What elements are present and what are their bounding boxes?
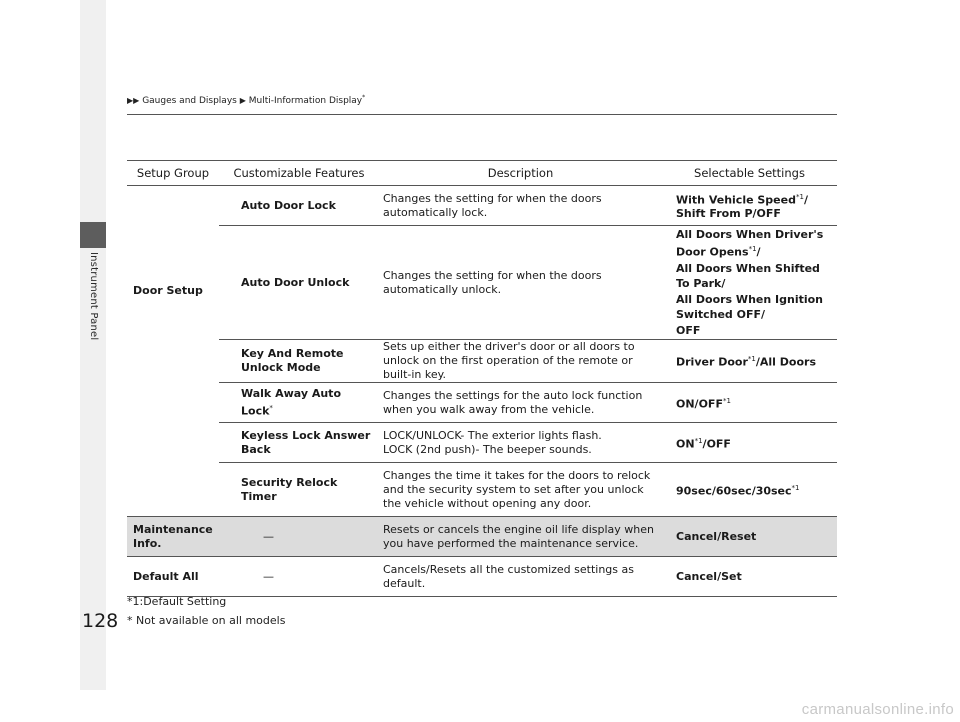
breadcrumb-level2[interactable]: Multi-Information Display bbox=[248, 96, 363, 106]
table-row bbox=[127, 517, 837, 557]
col-header-settings: Selectable Settings bbox=[662, 161, 837, 186]
feature-dash: — bbox=[219, 557, 379, 597]
footnote-default-setting: *1:Default Setting bbox=[127, 595, 227, 608]
settings-cell: With Vehicle Speed$^{*1}$/ Shift From P/OFF bbox=[662, 186, 837, 226]
col-header-description: Description bbox=[379, 161, 662, 186]
settings-cell: ON$^{*1}$/OFF bbox=[662, 423, 837, 463]
table-row bbox=[127, 186, 837, 226]
col-header-setup-group: Setup Group bbox=[127, 161, 219, 186]
feature-key-remote-unlock: Key And Remote Unlock Mode bbox=[219, 340, 379, 383]
description-cell: Cancels/Resets all the customized settings as default. bbox=[379, 557, 662, 597]
table-row bbox=[127, 423, 837, 463]
settings-cell: Driver Door$^{*1}$/All Doors bbox=[662, 340, 837, 383]
side-tab-marker bbox=[80, 222, 106, 248]
settings-cell: Cancel/Reset bbox=[662, 517, 837, 557]
header-rule bbox=[127, 114, 837, 115]
col-header-features: Customizable Features bbox=[219, 161, 379, 186]
table-row bbox=[127, 383, 837, 423]
settings-cell: All Doors When Driver's Door Opens$^{*1}$/ All Doors When Shifted To Park/ All Doors When Ignition Switched OFF/ OFF bbox=[662, 226, 837, 340]
breadcrumb bbox=[127, 94, 365, 106]
table-header-row bbox=[127, 161, 837, 186]
breadcrumb-level1[interactable]: Gauges and Displays bbox=[142, 96, 237, 106]
group-door-setup: Door Setup bbox=[127, 186, 219, 517]
settings-cell: ON/OFF$^{*1}$ bbox=[662, 383, 837, 423]
side-tab-label: Instrument Panel bbox=[88, 252, 99, 341]
group-maintenance-info: Maintenance Info. bbox=[127, 517, 219, 557]
description-cell: Changes the setting for when the doors automatically unlock. bbox=[379, 226, 662, 340]
table-row bbox=[127, 557, 837, 597]
feature-keyless-lock-answer-back: Keyless Lock Answer Back bbox=[219, 423, 379, 463]
breadcrumb-arrow-icon: ▶▶ bbox=[127, 96, 140, 105]
description-cell: Changes the time it takes for the doors to relock and the security system to set after you unlock the vehicle without opening any door. bbox=[379, 463, 662, 517]
group-default-all: Default All bbox=[127, 557, 219, 597]
settings-cell: Cancel/Set bbox=[662, 557, 837, 597]
settings-cell: $90\sec/60\sec/30\sec^{*1}$ bbox=[662, 463, 837, 517]
description-cell: Changes the settings for the auto lock function when you walk away from the vehicle. bbox=[379, 383, 662, 423]
table-row bbox=[127, 340, 837, 383]
description-cell: LOCK/UNLOCK- The exterior lights flash. LOCK (2nd push)- The beeper sounds. bbox=[379, 423, 662, 463]
watermark: carmanualsonline.info bbox=[801, 701, 954, 718]
description-cell: Resets or cancels the engine oil life display when you have performed the maintenance service. bbox=[379, 517, 662, 557]
feature-dash: — bbox=[219, 517, 379, 557]
description-cell: Changes the setting for when the doors automatically lock. bbox=[379, 186, 662, 226]
breadcrumb-arrow-icon: ▶ bbox=[239, 96, 246, 105]
side-tab-bar bbox=[80, 0, 106, 690]
feature-auto-door-unlock: Auto Door Unlock bbox=[219, 226, 379, 340]
footnote-not-available: * Not available on all models bbox=[127, 614, 286, 627]
table-row bbox=[127, 463, 837, 517]
table-row bbox=[127, 226, 837, 340]
page-number: 128 bbox=[82, 610, 119, 632]
feature-walk-away-auto-lock: Walk Away Auto Lock* bbox=[219, 383, 379, 423]
settings-table bbox=[127, 160, 837, 597]
feature-security-relock-timer: Security Relock Timer bbox=[219, 463, 379, 517]
breadcrumb-mark: * bbox=[362, 94, 366, 101]
feature-auto-door-lock: Auto Door Lock bbox=[219, 186, 379, 226]
description-cell: Sets up either the driver's door or all doors to unlock on the first operation of the remote or built-in key. bbox=[379, 340, 662, 383]
